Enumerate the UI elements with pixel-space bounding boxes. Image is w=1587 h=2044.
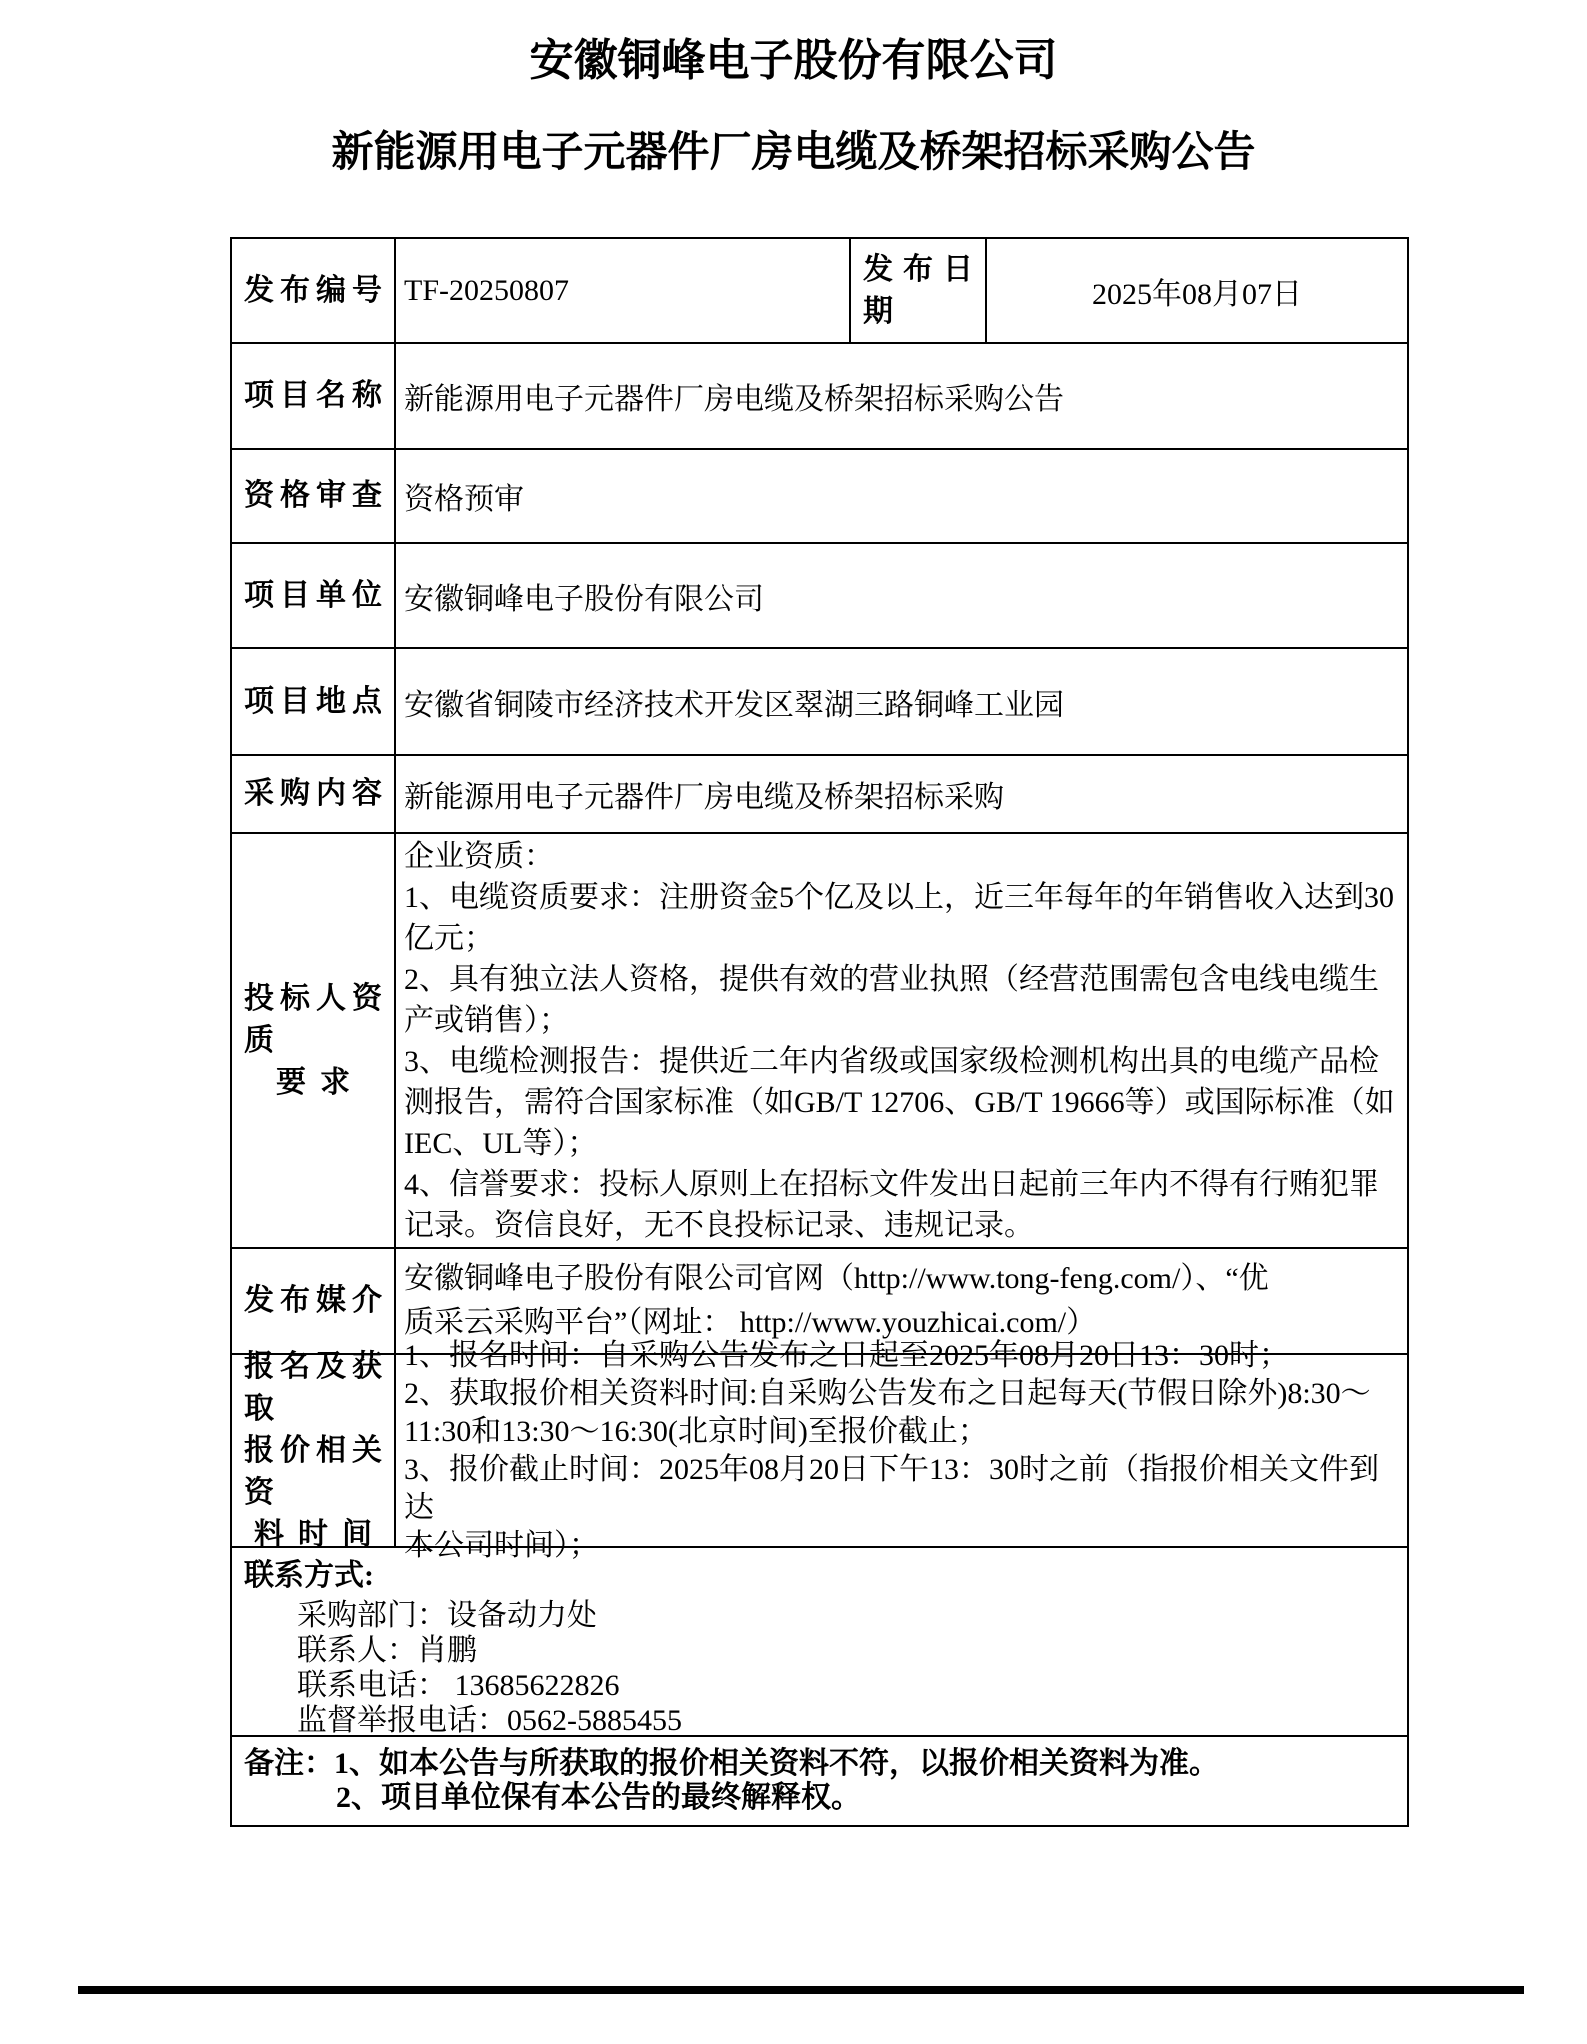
publish-number-value: TF-20250807: [404, 273, 569, 307]
project-name-value-cell: [396, 344, 1407, 448]
signup-line: 2、获取报价相关资料时间:自采购公告发布之日起每天(节假日除外)8:30～: [404, 1376, 1371, 1410]
notes-cell: [232, 1737, 1407, 1825]
signup-line: 1、报名时间：自采购公告发布之日起至2025年08月20日13：30时；: [404, 1338, 1289, 1372]
signup-line: 11:30和13:30～16:30(北京时间)至报价截止；: [404, 1414, 988, 1448]
signup-time-label-line2: 报价相关资: [244, 1433, 382, 1509]
qualification-line: 记录。资信良好，无不良投标记录、违规记录。: [404, 1208, 1034, 1242]
bidder-qualification-label-line1: 投标人资质: [244, 981, 382, 1057]
row-procurement-content: [232, 756, 1407, 834]
qualification-line: 企业资质：: [404, 839, 554, 873]
qualification-line: 产或销售）；: [404, 1003, 569, 1037]
row-notes: [232, 1737, 1407, 1825]
qualification-review-label: 资格审查: [244, 479, 382, 512]
publish-date-label: 发布日期: [863, 252, 973, 328]
publish-number-value-cell: [396, 239, 851, 342]
project-name-label-cell: [232, 344, 396, 448]
qualification-review-label-cell: [232, 450, 396, 542]
notes-line-1: 备注：1、如本公告与所获取的报价相关资料不符，以报价相关资料为准。: [244, 1747, 1219, 1780]
signup-time-label-cell: [232, 1349, 396, 1551]
row-project-unit: [232, 544, 1407, 649]
row-project-name: [232, 344, 1407, 450]
procurement-content-value-cell: [396, 756, 1407, 832]
qualification-line: 4、信誉要求：投标人原则上在招标文件发出日起前三年内不得有行贿犯罪: [404, 1167, 1379, 1201]
project-location-value-cell: [396, 649, 1407, 754]
contact-department: 采购部门：设备动力处: [297, 1599, 597, 1632]
bidder-qualification-label-line2: 要求: [276, 1065, 364, 1099]
qualification-line: IEC、UL等）；: [404, 1126, 598, 1160]
publish-media-label-cell: [232, 1249, 396, 1353]
procurement-content-label: 采购内容: [244, 777, 382, 810]
supervision-phone: 监督举报电话：0562-5885455: [297, 1704, 682, 1737]
row-qualification-review: [232, 450, 1407, 544]
announcement-title: 新能源用电子元器件厂房电缆及桥架招标采购公告: [331, 130, 1256, 176]
publish-date-value-cell: [987, 239, 1407, 342]
publish-date-label-cell: [851, 239, 987, 342]
publish-number-label-cell: [232, 239, 396, 342]
signup-time-value-cell: [396, 1338, 1407, 1562]
project-location-value: 安徽省铜陵市经济技术开发区翠湖三路铜峰工业园: [404, 688, 1064, 722]
qualification-review-value: 资格预审: [404, 483, 524, 516]
media-line: 安徽铜峰电子股份有限公司官网（http://www.tong-feng.com/）、“优: [404, 1262, 1269, 1295]
qualification-line: 测报告，需符合国家标准（如GB/T 12706、GB/T 19666等）或国际标准（如: [404, 1085, 1395, 1119]
row-publish-number: [232, 239, 1407, 344]
publish-date-value: 2025年08月07日: [1092, 277, 1302, 311]
bidder-qualification-value-cell: [396, 834, 1407, 1247]
notes-line-2: 2、项目单位保有本公告的最终解释权。: [336, 1781, 861, 1814]
contact-phone: 联系电话： 13685622826: [297, 1669, 620, 1702]
project-name-value: 新能源用电子元器件厂房电缆及桥架招标采购公告: [404, 383, 1064, 416]
row-signup-time: [232, 1338, 1407, 1562]
publish-media-label: 发布媒介: [244, 1284, 382, 1317]
project-name-label: 项目名称: [244, 379, 382, 412]
qualification-line: 1、电缆资质要求：注册资金5个亿及以上，近三年每年的年销售收入达到30: [404, 880, 1394, 914]
qualification-line: 2、具有独立法人资格，提供有效的营业执照（经营范围需包含电线电缆生: [404, 962, 1379, 996]
publish-number-label: 发布编号: [244, 273, 382, 307]
company-title: 安徽铜峰电子股份有限公司: [529, 36, 1058, 85]
qualification-review-value-cell: [396, 450, 1407, 542]
project-unit-value: 安徽铜峰电子股份有限公司: [404, 582, 764, 616]
procurement-content-label-cell: [232, 756, 396, 832]
signup-time-label-line1: 报名及获取: [244, 1349, 382, 1425]
media-line: 质采云采购平台”（网址： http://www.youzhicai.com/）: [404, 1306, 1097, 1339]
contact-heading: 联系方式:: [244, 1559, 374, 1592]
row-bidder-qualification: [232, 834, 1407, 1249]
signup-line: 本公司时间）；: [404, 1528, 599, 1562]
procurement-content-value: 新能源用电子元器件厂房电缆及桥架招标采购: [404, 781, 1004, 814]
contact-person: 联系人：肖鹏: [297, 1634, 477, 1667]
project-unit-label-cell: [232, 544, 396, 647]
project-unit-value-cell: [396, 544, 1407, 647]
qualification-line: 3、电缆检测报告：提供近二年内省级或国家级检测机构出具的电缆产品检: [404, 1044, 1379, 1078]
page-divider-line: [78, 1986, 1524, 1994]
qualification-line: 亿元；: [404, 921, 494, 955]
project-location-label: 项目地点: [244, 684, 382, 718]
announcement-table: [230, 237, 1409, 1827]
row-project-location: [232, 649, 1407, 756]
row-contact-info: [232, 1548, 1407, 1737]
signup-time-label-line3: 料时间: [254, 1517, 386, 1551]
bidder-qualification-label-cell: [232, 834, 396, 1247]
contact-info-cell: [232, 1548, 1407, 1735]
project-unit-label: 项目单位: [244, 578, 382, 612]
signup-line: 3、报价截止时间：2025年08月20日下午13：30时之前（指报价相关文件到达: [404, 1452, 1379, 1524]
project-location-label-cell: [232, 649, 396, 754]
